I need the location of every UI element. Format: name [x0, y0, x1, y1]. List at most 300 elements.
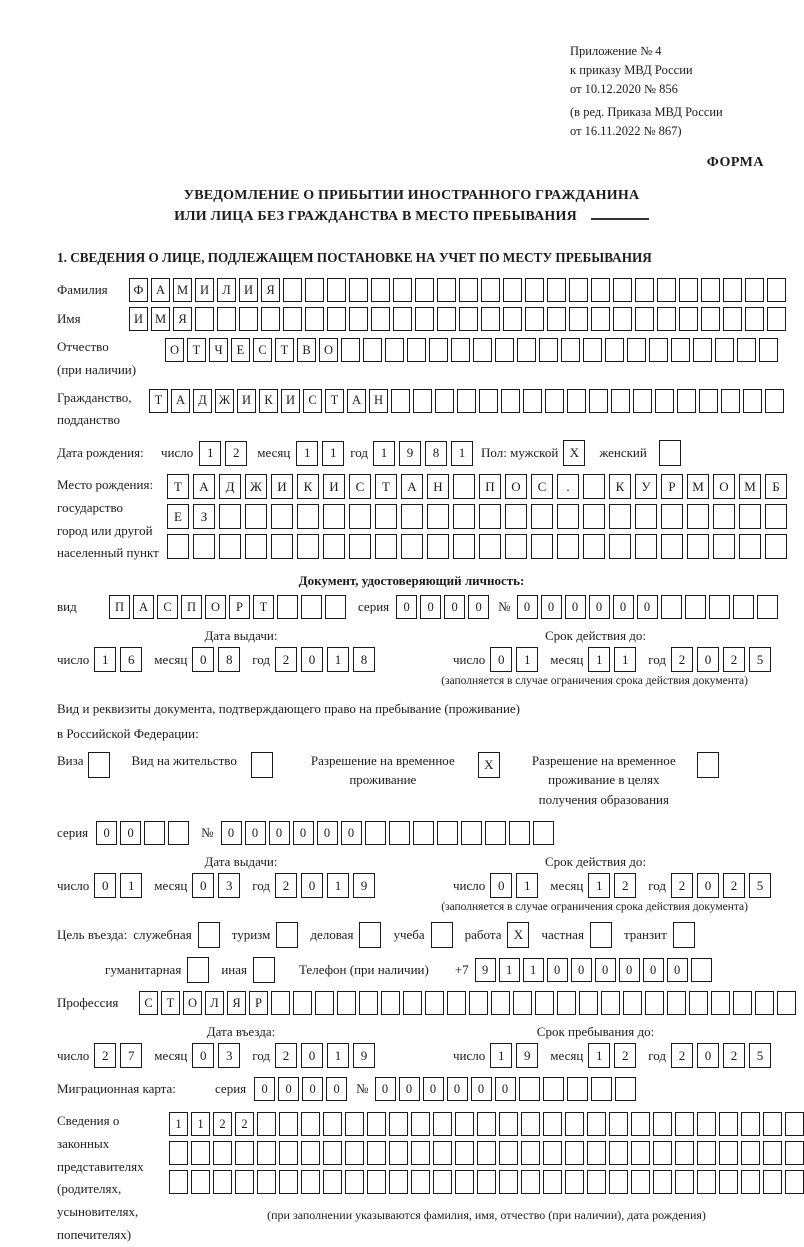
purpose-work-checkbox — [507, 922, 529, 948]
stay-day-boxes — [490, 1043, 538, 1068]
char-box — [763, 1112, 782, 1136]
char-box — [557, 534, 579, 559]
char-box — [301, 1141, 320, 1165]
char-box — [745, 278, 764, 302]
char-box — [615, 1077, 636, 1101]
char-box — [583, 474, 605, 499]
char-box — [169, 1170, 188, 1194]
char-box — [349, 504, 371, 529]
char-box — [565, 1141, 584, 1165]
char-box: 0 — [245, 821, 266, 845]
month-label: месяц — [154, 877, 188, 893]
char-box — [569, 278, 588, 302]
char-box: Р — [661, 474, 683, 499]
blank-line — [591, 218, 649, 220]
char-box: С — [531, 474, 553, 499]
day-label: число — [57, 1047, 90, 1063]
char-box: 0 — [547, 958, 568, 982]
purpose-private-label: частная — [541, 927, 584, 942]
char-box — [461, 821, 482, 845]
char-box — [297, 534, 319, 559]
char-box — [723, 307, 742, 331]
char-box: 0 — [326, 1077, 347, 1101]
char-box — [767, 278, 786, 302]
identity-doc-dates — [57, 628, 766, 687]
char-box — [389, 1170, 408, 1194]
char-box — [635, 278, 654, 302]
char-box — [745, 307, 764, 331]
identity-doc-heading: Документ, удостоверяющий личность: — [298, 573, 525, 589]
char-box: 9 — [475, 958, 496, 982]
char-box: Т — [375, 474, 397, 499]
birth-place-label: Место рождения: государство город или другой населенный пункт — [57, 477, 159, 561]
char-box — [217, 307, 236, 331]
purpose-private-checkbox — [590, 922, 612, 948]
char-box — [533, 821, 554, 845]
char-box: О — [713, 474, 735, 499]
char-box: 0 — [637, 595, 658, 619]
char-box — [649, 338, 668, 362]
char-box: 2 — [94, 1043, 116, 1068]
char-box — [403, 991, 422, 1015]
char-box: С — [303, 389, 322, 413]
char-box: 0 — [595, 958, 616, 982]
char-box — [741, 1141, 760, 1165]
char-box: 1 — [169, 1112, 188, 1136]
char-box: И — [195, 278, 214, 302]
char-box — [323, 1141, 342, 1165]
entry-day-boxes — [94, 1043, 142, 1068]
char-box — [144, 821, 165, 845]
char-box — [679, 278, 698, 302]
char-box: Ж — [215, 389, 234, 413]
char-box: Ч — [209, 338, 228, 362]
char-box — [219, 504, 241, 529]
char-box — [657, 278, 676, 302]
char-box — [437, 307, 456, 331]
char-box: Н — [369, 389, 388, 413]
char-box — [168, 821, 189, 845]
purpose-study-label: учеба — [393, 927, 425, 942]
char-box: 0 — [301, 647, 323, 672]
citizenship-row — [57, 387, 766, 433]
char-box: Я — [227, 991, 246, 1015]
forma-label: ФОРМА — [706, 154, 764, 170]
char-box: 0 — [293, 821, 314, 845]
char-box — [191, 1141, 210, 1165]
char-box — [635, 534, 657, 559]
char-box — [323, 1112, 342, 1136]
char-box: Б — [765, 474, 787, 499]
char-box — [459, 278, 478, 302]
char-box: М — [739, 474, 761, 499]
char-box — [323, 504, 345, 529]
char-box — [453, 474, 475, 499]
issue-year-boxes — [275, 873, 375, 898]
char-box — [733, 991, 752, 1015]
char-box — [601, 991, 620, 1015]
char-box: 0 — [301, 873, 323, 898]
birth-place-line2 — [167, 504, 787, 529]
day-label: число — [161, 444, 194, 460]
series-label: серия — [215, 1080, 247, 1096]
char-box — [679, 307, 698, 331]
char-box — [349, 534, 371, 559]
char-box: 0 — [490, 647, 512, 672]
char-box — [88, 752, 110, 778]
char-box — [693, 338, 712, 362]
char-box — [547, 307, 566, 331]
char-box — [375, 504, 397, 529]
char-box — [561, 338, 580, 362]
char-box: П — [181, 595, 202, 619]
stay-until-heading: Срок пребывания до: — [536, 1024, 655, 1039]
char-box — [517, 338, 536, 362]
day-label: число — [57, 877, 90, 893]
char-box: Т — [253, 595, 274, 619]
char-box: 0 — [565, 595, 586, 619]
char-box — [685, 595, 706, 619]
char-box — [611, 389, 630, 413]
char-box: О — [183, 991, 202, 1015]
number-label: № — [201, 824, 214, 840]
char-box — [590, 922, 612, 948]
char-box — [327, 307, 346, 331]
char-box — [305, 307, 324, 331]
char-box: 0 — [420, 595, 441, 619]
char-box — [367, 1112, 386, 1136]
patronymic-boxes — [165, 338, 778, 362]
profession-boxes — [139, 991, 796, 1015]
valid-until-group — [425, 647, 783, 672]
char-box — [741, 1170, 760, 1194]
char-box: 1 — [296, 441, 318, 466]
birth-place-boxes — [167, 474, 787, 564]
day-label: число — [453, 651, 486, 667]
char-box: 8 — [353, 647, 375, 672]
char-box: 1 — [516, 873, 538, 898]
char-box — [737, 338, 756, 362]
char-box — [187, 957, 209, 983]
char-box: 9 — [353, 873, 375, 898]
char-box — [301, 595, 322, 619]
representatives-boxes — [169, 1112, 804, 1223]
char-box — [635, 307, 654, 331]
char-box — [591, 1077, 612, 1101]
char-box: Р — [229, 595, 250, 619]
valid-until-heading: Срок действия до: — [544, 854, 647, 869]
purpose-tourism-checkbox — [276, 922, 298, 948]
char-box — [755, 991, 774, 1015]
char-box — [413, 821, 434, 845]
char-box: З — [193, 504, 215, 529]
char-box — [359, 922, 381, 948]
temp-residence-education-label: Разрешение на временное проживание в целях получения образования — [531, 752, 676, 807]
char-box — [631, 1112, 650, 1136]
char-box — [359, 991, 378, 1015]
char-box — [375, 534, 397, 559]
char-box — [733, 595, 754, 619]
char-box — [535, 991, 554, 1015]
char-box: 2 — [671, 647, 693, 672]
char-box — [521, 1170, 540, 1194]
char-box: А — [171, 389, 190, 413]
char-box — [239, 307, 258, 331]
char-box — [521, 1141, 540, 1165]
char-box: Д — [193, 389, 212, 413]
char-box — [525, 278, 544, 302]
issue-year-boxes — [275, 647, 375, 672]
char-box: 0 — [254, 1077, 275, 1101]
char-box: 0 — [517, 595, 538, 619]
char-box — [345, 1170, 364, 1194]
char-box — [169, 1141, 188, 1165]
char-box — [631, 1170, 650, 1194]
char-box — [739, 534, 761, 559]
char-box: 1 — [516, 647, 538, 672]
annex-block — [570, 42, 766, 141]
char-box — [519, 1077, 540, 1101]
char-box — [481, 278, 500, 302]
char-box — [363, 338, 382, 362]
char-box — [777, 991, 796, 1015]
char-box — [587, 1141, 606, 1165]
residence-intro-line2: в Российской Федерации: — [57, 725, 199, 741]
patronymic-label: Отчество (при наличии) — [57, 339, 137, 377]
char-box — [701, 307, 720, 331]
char-box — [785, 1112, 804, 1136]
char-box — [391, 389, 410, 413]
purpose-official-label: служебная — [133, 927, 192, 942]
char-box — [261, 307, 280, 331]
char-box — [245, 534, 267, 559]
char-box — [213, 1170, 232, 1194]
char-box — [583, 504, 605, 529]
char-box — [633, 389, 652, 413]
page-title — [57, 185, 766, 228]
char-box: К — [259, 389, 278, 413]
char-box: 2 — [213, 1112, 232, 1136]
char-box: Е — [167, 504, 189, 529]
char-box: 0 — [423, 1077, 444, 1101]
purpose-humanitarian-checkbox — [187, 957, 209, 983]
char-box: 2 — [235, 1112, 254, 1136]
char-box: И — [237, 389, 256, 413]
char-box — [713, 504, 735, 529]
char-box — [691, 958, 712, 982]
char-box — [381, 991, 400, 1015]
char-box: 0 — [667, 958, 688, 982]
birth-day-boxes — [199, 441, 247, 466]
char-box: 1 — [490, 1043, 512, 1068]
char-box: 0 — [317, 821, 338, 845]
surname-label: Фамилия — [57, 281, 108, 297]
char-box: 1 — [191, 1112, 210, 1136]
char-box — [653, 1112, 672, 1136]
char-box: 1 — [373, 441, 395, 466]
birth-year-boxes — [373, 441, 473, 466]
char-box: 8 — [425, 441, 447, 466]
char-box — [435, 389, 454, 413]
char-box — [367, 1141, 386, 1165]
char-box — [367, 1170, 386, 1194]
char-box — [719, 1170, 738, 1194]
char-box — [301, 1112, 320, 1136]
char-box — [491, 991, 510, 1015]
name-boxes — [129, 307, 786, 331]
month-label: месяц — [154, 1047, 188, 1063]
char-box: И — [129, 307, 148, 331]
char-box — [589, 389, 608, 413]
char-box — [433, 1170, 452, 1194]
year-label: год — [252, 1047, 271, 1063]
representatives-line2 — [169, 1141, 804, 1165]
char-box: 5 — [749, 647, 771, 672]
char-box: К — [609, 474, 631, 499]
identity-doc-row — [57, 595, 766, 619]
char-box — [609, 504, 631, 529]
char-box: 3 — [218, 873, 240, 898]
migration-card-label: Миграционная карта: — [57, 1080, 176, 1096]
valid-year-boxes — [671, 647, 771, 672]
char-box: 1 — [120, 873, 142, 898]
char-box — [587, 1112, 606, 1136]
phone-prefix: +7 — [454, 962, 469, 977]
birth-place-line1 — [167, 474, 787, 499]
char-box — [661, 504, 683, 529]
char-box: 2 — [275, 873, 297, 898]
char-box — [401, 504, 423, 529]
char-box: О — [319, 338, 338, 362]
sex-female-label: женский — [599, 444, 647, 460]
char-box — [557, 991, 576, 1015]
char-box — [765, 389, 784, 413]
char-box — [545, 389, 564, 413]
char-box: Т — [275, 338, 294, 362]
annex-line: Приложение № 4 — [570, 44, 662, 58]
char-box: А — [151, 278, 170, 302]
char-box: 2 — [275, 1043, 297, 1068]
year-label: год — [648, 1047, 667, 1063]
char-box: 5 — [749, 873, 771, 898]
char-box — [257, 1170, 276, 1194]
char-box — [477, 1141, 496, 1165]
char-box — [235, 1170, 254, 1194]
purpose-tourism-label: туризм — [231, 927, 271, 942]
char-box — [623, 991, 642, 1015]
char-box: Я — [173, 307, 192, 331]
sex-male-label: Пол: мужской — [481, 444, 559, 460]
char-box: 0 — [589, 595, 610, 619]
char-box: С — [139, 991, 158, 1015]
sex-male-checkbox — [563, 440, 585, 466]
char-box — [609, 1141, 628, 1165]
char-box — [455, 1112, 474, 1136]
residence-doc-options — [57, 751, 766, 810]
char-box — [459, 307, 478, 331]
doc-number-boxes — [517, 595, 778, 619]
char-box — [759, 338, 778, 362]
char-box — [631, 1141, 650, 1165]
char-box — [739, 504, 761, 529]
char-box — [337, 991, 356, 1015]
char-box — [271, 534, 293, 559]
temp-residence-education-checkbox — [697, 752, 719, 778]
stay-year-boxes — [671, 1043, 771, 1068]
char-box — [455, 1141, 474, 1165]
residence-doc-number-row — [57, 821, 766, 845]
char-box: 3 — [218, 1043, 240, 1068]
char-box: 0 — [541, 595, 562, 619]
series-label: серия — [57, 824, 89, 840]
char-box — [385, 338, 404, 362]
representatives-row — [57, 1110, 766, 1247]
char-box — [657, 307, 676, 331]
char-box — [389, 821, 410, 845]
option-temp-residence-education — [520, 751, 719, 810]
char-box: М — [687, 474, 709, 499]
char-box: П — [479, 474, 501, 499]
char-box: 1 — [499, 958, 520, 982]
char-box — [389, 1141, 408, 1165]
char-box — [407, 338, 426, 362]
year-label: год — [252, 877, 271, 893]
birth-place-line3 — [167, 534, 787, 559]
char-box — [609, 534, 631, 559]
char-box: А — [347, 389, 366, 413]
issue-date-group — [57, 647, 425, 672]
char-box — [587, 1170, 606, 1194]
residence-series-boxes — [96, 821, 189, 845]
char-box: 2 — [225, 441, 247, 466]
char-box — [613, 278, 632, 302]
char-box: Л — [205, 991, 224, 1015]
char-box — [167, 534, 189, 559]
char-box — [235, 1141, 254, 1165]
char-box — [191, 1170, 210, 1194]
char-box: 0 — [471, 1077, 492, 1101]
char-box: 2 — [723, 873, 745, 898]
migration-number-boxes — [375, 1077, 636, 1101]
char-box — [411, 1170, 430, 1194]
option-residence-permit — [132, 751, 273, 778]
char-box: Я — [261, 278, 280, 302]
char-box — [655, 389, 674, 413]
issue-month-boxes — [192, 873, 240, 898]
annex-edit-line: (в ред. Приказа МВД России — [570, 105, 723, 120]
char-box — [427, 504, 449, 529]
char-box — [473, 338, 492, 362]
char-box: 0 — [490, 873, 512, 898]
char-box: И — [271, 474, 293, 499]
char-box — [245, 504, 267, 529]
char-box — [453, 504, 475, 529]
year-label: год — [648, 651, 667, 667]
char-box — [479, 534, 501, 559]
char-box — [415, 307, 434, 331]
char-box — [279, 1170, 298, 1194]
visa-label: Виза — [57, 752, 84, 768]
char-box — [531, 504, 553, 529]
issue-date-group — [57, 873, 425, 898]
char-box — [565, 1170, 584, 1194]
char-box: 0 — [697, 1043, 719, 1068]
char-box: 2 — [614, 873, 636, 898]
char-box — [741, 1112, 760, 1136]
name-row — [57, 307, 766, 331]
char-box — [453, 534, 475, 559]
char-box: 0 — [96, 821, 117, 845]
